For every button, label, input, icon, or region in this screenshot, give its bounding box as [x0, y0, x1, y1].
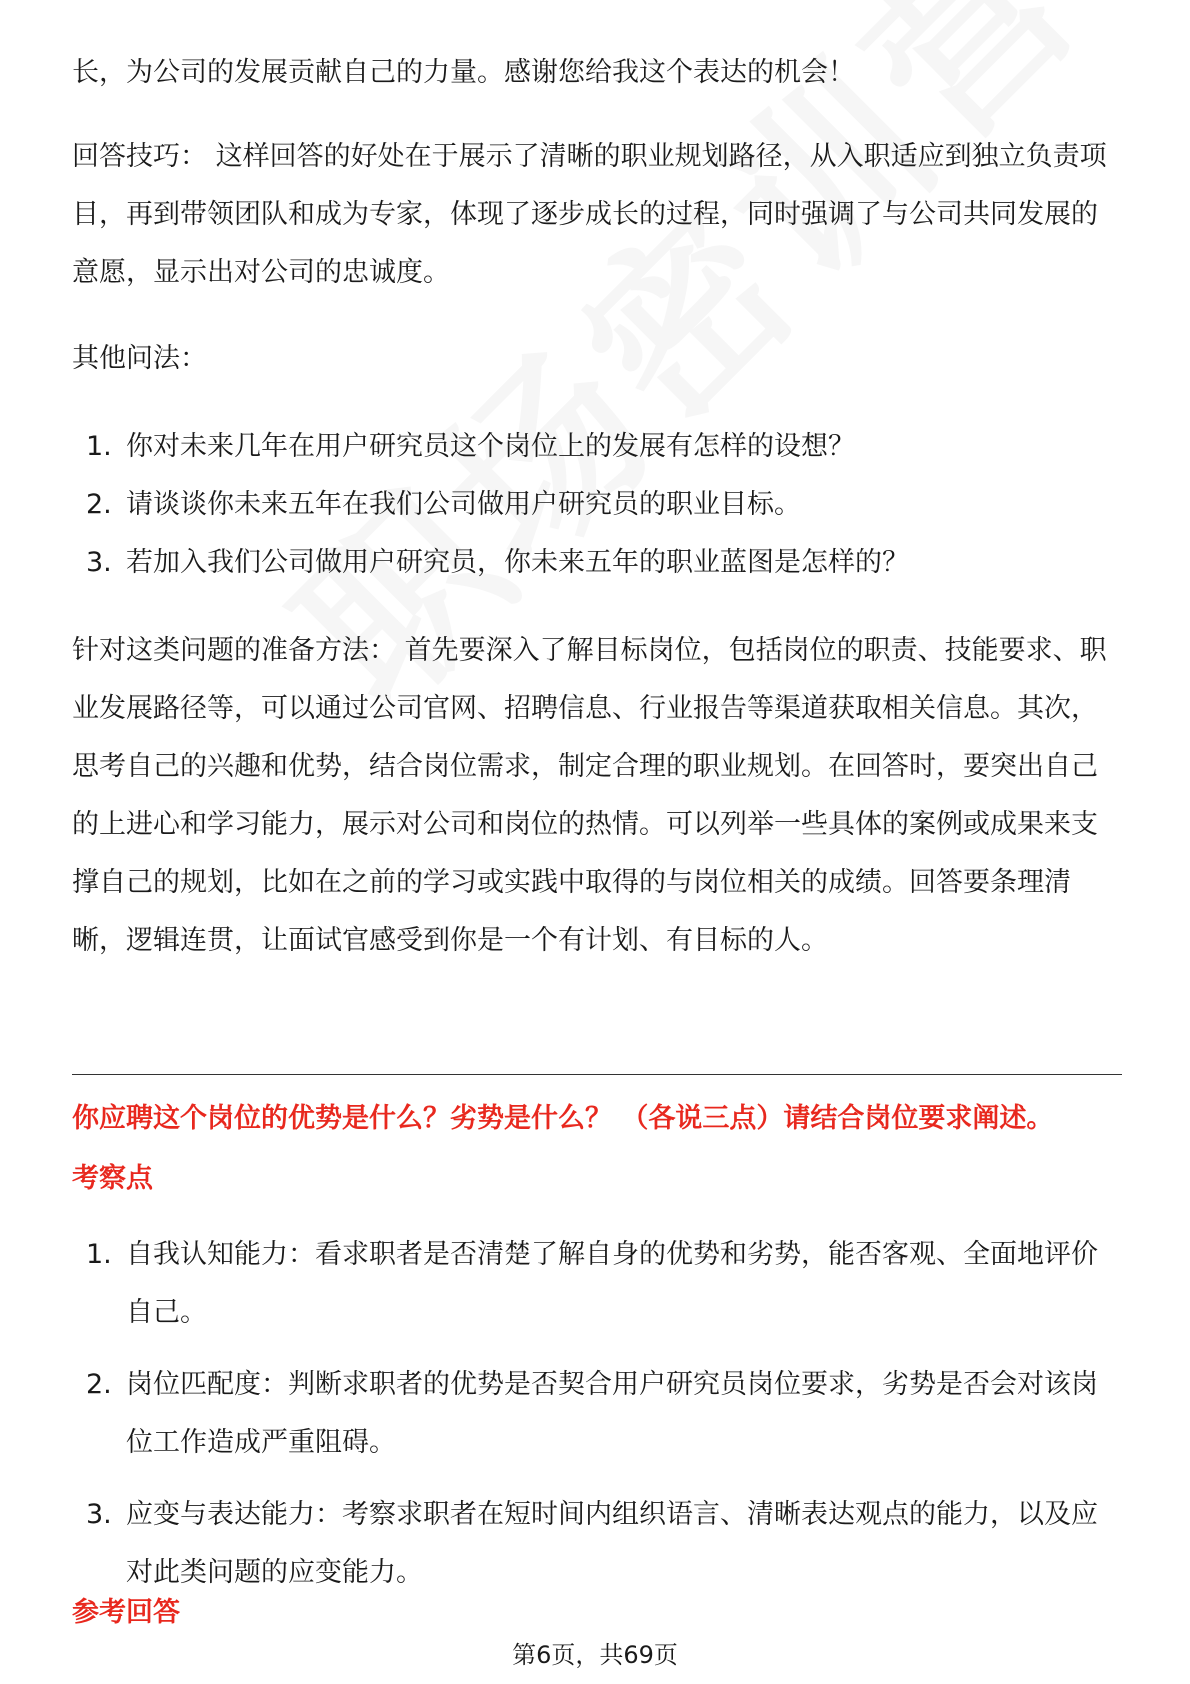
section-divider — [72, 1074, 1122, 1075]
list-item — [72, 1486, 1122, 1602]
list-item-text: 应变与表达能力：考察求职者在短时间内组织语言、清晰表达观点的能力，以及应对此类问题的应变能力。 — [126, 1499, 1098, 1588]
list-item-number: 2. — [86, 1369, 112, 1400]
list-item-number: 2. — [86, 489, 112, 520]
list-item-text: 若加入我们公司做用户研究员，你未来五年的职业蓝图是怎样的？ — [126, 547, 909, 578]
paragraph-other-questions-label: 其他问法： — [72, 343, 207, 374]
list-item-text: 岗位匹配度：判断求职者的优势是否契合用户研究员岗位要求，劣势是否会对该岗位工作造成严重阻碍。 — [126, 1369, 1098, 1458]
answer-heading: 参考回答 — [72, 1597, 180, 1628]
points-list — [72, 1226, 1122, 1616]
question-title: 你应聘这个岗位的优势是什么？劣势是什么？ （各说三点）请结合岗位要求阐述。 — [72, 1103, 1054, 1134]
list-item-text: 自我认知能力：看求职者是否清楚了解自身的优势和劣势，能否客观、全面地评价自己。 — [126, 1239, 1098, 1328]
other-questions-list — [72, 418, 1122, 592]
list-item-number: 1. — [86, 431, 112, 462]
list-item-number: 3. — [86, 1499, 112, 1530]
list-item-number: 3. — [86, 547, 112, 578]
list-item — [72, 418, 1122, 476]
paragraph-preparation: 针对这类问题的准备方法： 首先要深入了解目标岗位，包括岗位的职责、技能要求、职业发展路径等，可以通过公司官网、招聘信息、行业报告等渠道获取相关信息。其次，思考自己的兴趣和优势，结合岗位需求，制定合理的职业规划。在回答时，要突出自己的上进心和学习能力，展示对公司和岗位的热情。可以列举一些具体的案例或成果来支撑自己的规划，比如在之前的学习或实践中取得的与岗位相关的成绩。回答要条理清晰，逻辑连贯，让面试官感受到你是一个有计划、有目标的人。 — [72, 635, 1107, 956]
list-item — [72, 1356, 1122, 1472]
paragraph-closing: 长，为公司的发展贡献自己的力量。感谢您给我这个表达的机会！ — [72, 57, 855, 88]
page-number-footer: 第6页，共69页 — [512, 1641, 678, 1669]
list-item-text: 你对未来几年在用户研究员这个岗位上的发展有怎样的设想？ — [126, 431, 855, 462]
list-item-text: 请谈谈你未来五年在我们公司做用户研究员的职业目标。 — [126, 489, 801, 520]
points-heading: 考察点 — [72, 1163, 153, 1194]
list-item — [72, 534, 1122, 592]
list-item — [72, 476, 1122, 534]
list-item-number: 1. — [86, 1239, 112, 1270]
paragraph-tips: 回答技巧： 这样回答的好处在于展示了清晰的职业规划路径，从入职适应到独立负责项目，再到带领团队和成为专家，体现了逐步成长的过程，同时强调了与公司共同发展的意愿，显示出对公司的忠诚度。 — [72, 141, 1107, 288]
list-item — [72, 1226, 1122, 1342]
